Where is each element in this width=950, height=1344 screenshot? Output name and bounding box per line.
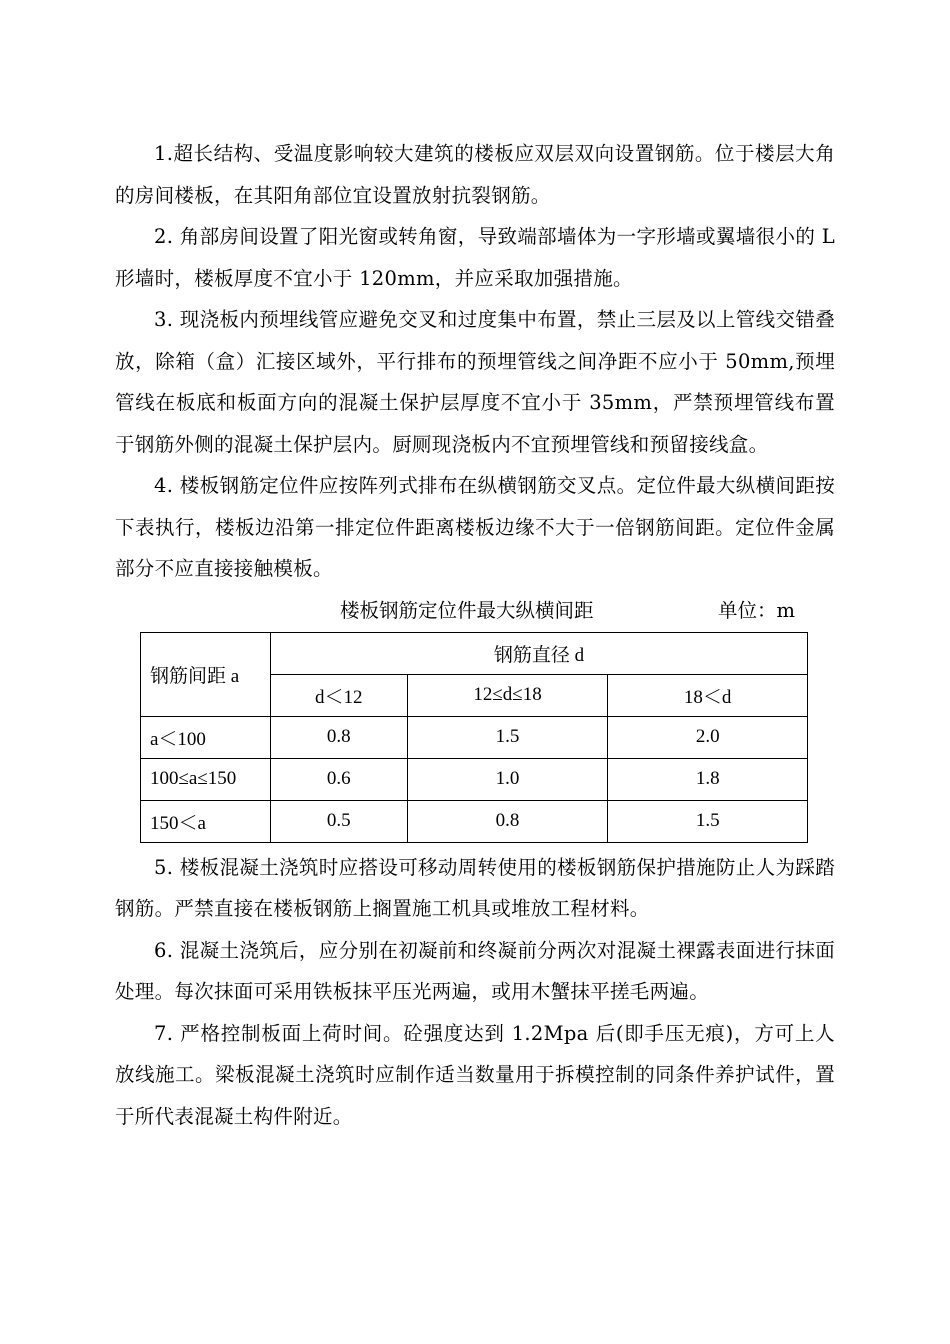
table-cell: 2.0 — [608, 716, 808, 758]
table-cell: 0.6 — [270, 758, 407, 800]
table-cell: 0.5 — [270, 800, 407, 842]
table-cell: 1.0 — [407, 758, 608, 800]
table-cell: 1.5 — [608, 800, 808, 842]
table-header-row — [141, 632, 808, 674]
table-title: 楼板钢筋定位件最大纵横间距 — [340, 598, 594, 622]
table-row — [141, 758, 808, 800]
paragraph-1: 1.超长结构、受温度影响较大建筑的楼板应双层双向设置钢筋。位于楼层大角的房间楼板，在其阳角部位宜设置放射抗裂钢筋。 — [115, 142, 835, 207]
paragraph-4: 4. 楼板钢筋定位件应按阵列式排布在纵横钢筋交叉点。定位件最大纵横间距按下表执行，楼板边沿第一排定位件距离楼板边缘不大于一倍钢筋间距。定位件金属部分不应直接接触模板。 — [115, 474, 835, 580]
group-header-cell: 钢筋直径 d — [270, 632, 807, 674]
document-page — [115, 133, 835, 1137]
row-label: a＜100 — [141, 716, 271, 758]
column-header: 12≤d≤18 — [407, 674, 608, 716]
paragraph-5: 5. 楼板混凝土浇筑时应搭设可移动周转使用的楼板钢筋保护措施防止人为踩踏钢筋。严禁直接在楼板钢筋上搁置施工机具或堆放工程材料。 — [115, 855, 835, 920]
column-header: d＜12 — [270, 674, 407, 716]
table-cell: 0.8 — [407, 800, 608, 842]
table-caption — [115, 590, 835, 632]
paragraph-3: 3. 现浇板内预埋线管应避免交叉和过度集中布置，禁止三层及以上管线交错叠放，除箱（盒）汇接区域外，平行排布的预埋管线之间净距不应小于 50mm,预埋管线在板底和板面方向的混凝土保护层厚度不宜小于 35mm，严禁预埋管线布置于钢筋外侧的混凝土保护层内。厨厕现浇板内不宜预埋管线和预留接线盒。 — [115, 308, 835, 456]
row-header-cell: 钢筋间距 a — [141, 632, 271, 716]
column-header: 18＜d — [608, 674, 808, 716]
row-label: 100≤a≤150 — [141, 758, 271, 800]
table-row — [141, 716, 808, 758]
paragraph-2: 2. 角部房间设置了阳光窗或转角窗，导致端部墙体为一字形墙或翼墙很小的 L 形墙时，楼板厚度不宜小于 120mm，并应采取加强措施。 — [115, 225, 835, 290]
table-row — [141, 800, 808, 842]
spacing-table — [140, 632, 808, 843]
row-label: 150＜a — [141, 800, 271, 842]
paragraph-6: 6. 混凝土浇筑后，应分别在初凝前和终凝前分两次对混凝土裸露表面进行抹面处理。每次抹面可采用铁板抹平压光两遍，或用木蟹抹平搓毛两遍。 — [115, 938, 835, 1003]
paragraph-7: 7. 严格控制板面上荷时间。砼强度达到 1.2Mpa 后(即手压无痕)，方可上人放线施工。梁板混凝土浇筑时应制作适当数量用于拆模控制的同条件养护试件，置于所代表混凝土构件附近。 — [115, 1021, 835, 1128]
table-unit: 单位：m — [718, 598, 795, 622]
table-cell: 1.8 — [608, 758, 808, 800]
table-cell: 1.5 — [407, 716, 608, 758]
table-cell: 0.8 — [270, 716, 407, 758]
